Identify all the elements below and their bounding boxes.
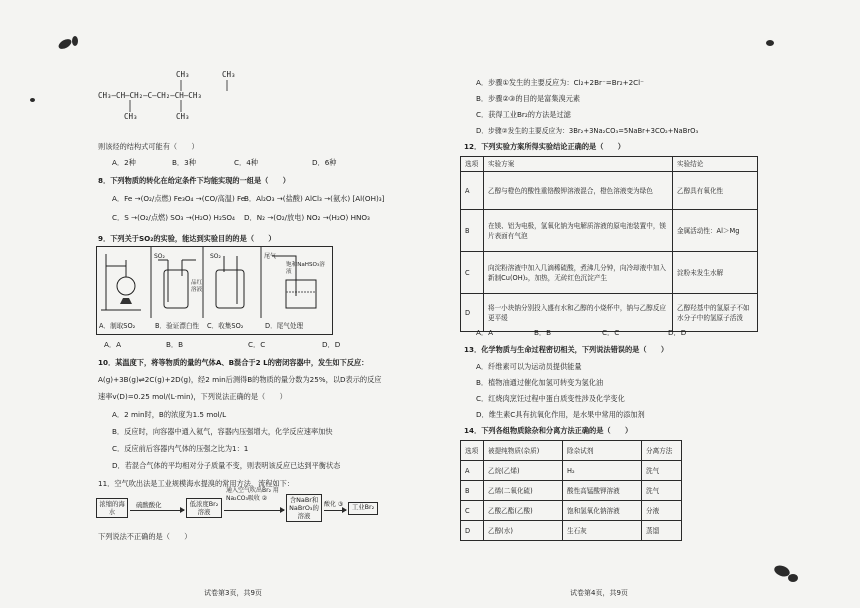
- scan-smudge: [788, 574, 798, 582]
- table-cell: H₂: [563, 461, 642, 481]
- q10-line-3: 速率v(D)=0.25 mol/(L·min)，下列说法正确的是（ ）: [98, 392, 287, 401]
- table-cell: 金属活动性：Al＞Mg: [673, 210, 758, 252]
- q9-option-c[interactable]: C．C: [248, 340, 266, 349]
- q13-option-c[interactable]: C．红烧肉烹饪过程中蛋白质变性涉及化学变化: [476, 394, 625, 403]
- q11-stem: 11．空气吹出法是工业规模海水提溴的常用方法，流程如下：: [98, 479, 295, 488]
- q13-stem: 13．化学物质与生命过程密切相关，下列说法错误的是（ ）: [464, 345, 669, 354]
- table-cell: 乙醇(水): [484, 521, 563, 541]
- q10-option-d[interactable]: D．若混合气体的平均相对分子质量不变，则表明该反应已达到平衡状态: [112, 461, 341, 470]
- q12-option-c[interactable]: C．C: [602, 328, 620, 337]
- formula-bottom-ch3-2: CH₃: [176, 112, 190, 121]
- flow-arrow-1: [130, 510, 184, 511]
- table-row: [461, 481, 682, 501]
- table-cell: 生石灰: [563, 521, 642, 541]
- q9-label-nahso3: 饱和NaHSO₃溶液: [286, 262, 325, 275]
- q9-caption-c: C．收集SO₂: [207, 322, 244, 330]
- flow-arrow-3-label: 酸化 ③: [324, 501, 344, 508]
- q9-label-tail-gas: 尾气: [264, 253, 277, 260]
- q9-caption-a: A．制取SO₂: [99, 322, 136, 330]
- table-cell: C: [461, 501, 484, 521]
- q9-caption-d: D．尾气处理: [265, 322, 304, 330]
- table-cell: 洗气: [642, 481, 682, 501]
- table-cell: B: [461, 210, 484, 252]
- table-cell: 乙酸乙酯(乙酸): [484, 501, 563, 521]
- q8-option-b[interactable]: B．Al₂O₃ →(盐酸) AlCl₃ →(氨水) [Al(OH)₃]: [244, 194, 385, 203]
- q11-option-c[interactable]: C．获得工业Br₂的方法是过滤: [476, 110, 571, 119]
- q8-option-a[interactable]: A．Fe →(O₂/点燃) Fe₃O₄ →(CO/高温) Fe: [112, 194, 246, 203]
- q13-option-a[interactable]: A．纤维素可以为运动员提供能量: [476, 362, 582, 371]
- q9-label-so2-a: SO₂: [154, 253, 165, 260]
- table-cell: 乙烷(乙烯): [484, 461, 563, 481]
- table-row: [461, 501, 682, 521]
- flow-arrow-2-label: 通入空气吹出Br₂ 用Na₂CO₃吸收 ②: [226, 487, 279, 502]
- right-page: [430, 0, 860, 608]
- q9-stem: 9．下列关于SO₂的实验，能达到实验目的的是（ ）: [98, 234, 276, 243]
- table-header-cell: 被提纯物质(杂质): [484, 441, 563, 461]
- flow-arrow-1-label: 硫酸酸化: [136, 501, 162, 509]
- table-row: [461, 172, 758, 210]
- table-cell: B: [461, 481, 484, 501]
- table-cell: 乙醇与橙色的酸性重铬酸钾溶液混合，橙色溶液变为绿色: [484, 172, 673, 210]
- q12-option-a[interactable]: A．A: [476, 328, 494, 337]
- q13-option-d[interactable]: D．维生素C具有抗氧化作用，是水果中常用的添加剂: [476, 410, 645, 419]
- table-header-cell: 除杂试剂: [563, 441, 642, 461]
- table-header-row: [461, 441, 682, 461]
- page-footer-left: 试卷第3页，共9页: [204, 589, 262, 597]
- q8-option-c[interactable]: C．S →(O₂/点燃) SO₃ →(H₂O) H₂SO₄: [112, 213, 235, 222]
- q7-option-c[interactable]: C．4种: [234, 158, 258, 167]
- q12-option-d[interactable]: D．D: [668, 328, 687, 337]
- table-row: [461, 461, 682, 481]
- q14-stem: 14．下列各组物质除杂和分离方法正确的是（ ）: [464, 426, 633, 435]
- table-row: [461, 210, 758, 252]
- q7-option-b[interactable]: B．3种: [172, 158, 196, 167]
- table-row: [461, 252, 758, 294]
- q11-option-d[interactable]: D．步骤②发生的主要反应为：3Br₂+3Na₂CO₃=5NaBr+3CO₂+NaBrO₃: [476, 127, 699, 135]
- q9-label-pinhong: 品红溶液: [191, 280, 203, 293]
- q7-option-a[interactable]: A．2种: [112, 158, 136, 167]
- table-cell: A: [461, 172, 484, 210]
- q9-caption-b: B．验证漂白性: [155, 322, 200, 330]
- q9-option-d[interactable]: D．D: [322, 340, 341, 349]
- table-cell: 将一小块钠分别投入盛有水和乙醇的小烧杯中，钠与乙醇反应更平缓: [484, 294, 673, 332]
- q14-table: [460, 440, 682, 541]
- q11-tail: 下列说法不正确的是（ ）: [98, 532, 192, 541]
- q8-option-d[interactable]: D．N₂ →(O₂/放电) NO₂ →(H₂O) HNO₃: [244, 213, 370, 222]
- q9-option-b[interactable]: B．B: [166, 340, 184, 349]
- flow-arrow-2: [224, 510, 284, 511]
- table-cell: 酸性高锰酸钾溶液: [563, 481, 642, 501]
- q13-option-b[interactable]: B．植物油通过催化加氢可转变为氢化油: [476, 378, 604, 387]
- table-cell: 分液: [642, 501, 682, 521]
- q12-table: [460, 156, 758, 332]
- table-row: [461, 521, 682, 541]
- table-cell: 向淀粉溶液中加入几滴稀硫酸，煮沸几分钟，向冷却液中加入新制Cu(OH)₂，加热，无砖红色沉淀产生: [484, 252, 673, 294]
- scan-smudge: [766, 40, 774, 46]
- table-cell: D: [461, 521, 484, 541]
- flow-box-nabr: 含NaBr和NaBrO₃的溶液: [286, 494, 322, 522]
- table-row: [461, 294, 758, 332]
- q11-option-a[interactable]: A．步骤①发生的主要反应为：Cl₂+2Br⁻=Br₂+2Cl⁻: [476, 78, 644, 87]
- formula-bonds: [0, 0, 430, 140]
- table-header-cell: 分离方法: [642, 441, 682, 461]
- table-cell: 淀粉未发生水解: [673, 252, 758, 294]
- table-cell: 饱和氢氧化钠溶液: [563, 501, 642, 521]
- table-cell: C: [461, 252, 484, 294]
- page-footer-right: 试卷第4页，共9页: [570, 589, 628, 597]
- q12-stem: 12．下列实验方案所得实验结论正确的是（ ）: [464, 142, 625, 151]
- table-cell: 洗气: [642, 461, 682, 481]
- q10-line-2: A(g)+3B(g)⇌2C(g)+2D(g)，经2 min后测得B的物质的量分数为25%，以D表示的反应: [98, 375, 382, 384]
- table-cell: 乙醇羟基中的氢原子不如水分子中的氢原子活泼: [673, 294, 758, 332]
- q11-option-b[interactable]: B．步骤②③的目的是富集溴元素: [476, 94, 581, 103]
- formula-bottom-ch3-1: CH₃: [124, 112, 138, 121]
- table-header-cell: 实验方案: [484, 157, 673, 172]
- q9-label-so2-c: SO₂: [210, 253, 221, 260]
- table-cell: 乙烯(二氧化硫): [484, 481, 563, 501]
- table-header-cell: 实验结论: [673, 157, 758, 172]
- table-header-cell: 选项: [461, 157, 484, 172]
- q10-option-b[interactable]: B．反应时，向容器中通入氦气，容器内压强增大，化学反应速率加快: [112, 427, 333, 436]
- q12-option-b[interactable]: B．B: [534, 328, 552, 337]
- q7-option-d[interactable]: D．6种: [312, 158, 337, 167]
- q9-option-a[interactable]: A．A: [104, 340, 122, 349]
- table-cell: 乙醇具有氧化性: [673, 172, 758, 210]
- q10-option-c[interactable]: C．反应前后容器内气体的压强之比为1：1: [112, 444, 249, 453]
- flow-box-industrial-br2: 工业Br₂: [348, 502, 378, 515]
- table-cell: 蒸馏: [642, 521, 682, 541]
- q10-line-1: 10．某温度下，将等物质的量的气体A、B混合于2 L的密闭容器中，发生如下反应：: [98, 358, 369, 367]
- q10-option-a[interactable]: A．2 min时，B的浓度为1.5 mol/L: [112, 410, 227, 419]
- flow-box-low-br2: 低浓度Br₂溶液: [186, 498, 222, 518]
- table-cell: 在镁、铝为电极，氢氧化钠为电解质溶液的原电池装置中，镁片表面有气泡: [484, 210, 673, 252]
- formula-top-ch3-1: CH₃: [176, 70, 190, 79]
- table-header-row: [461, 157, 758, 172]
- q7-tail: 则该烃的结构式可能有（ ）: [98, 142, 199, 151]
- formula-top-ch3-2: CH₃: [222, 70, 236, 79]
- table-cell: A: [461, 461, 484, 481]
- flow-arrow-3: [324, 510, 346, 511]
- table-header-cell: 选项: [461, 441, 484, 461]
- flow-box-seawater: 浓缩的海水: [96, 498, 128, 518]
- q8-stem: 8．下列物质的转化在给定条件下均能实现的一组是（ ）: [98, 176, 290, 185]
- formula-main-chain: CH₃—CH—CH₂—C—CH₂—CH—CH₃: [98, 91, 202, 100]
- table-cell: D: [461, 294, 484, 332]
